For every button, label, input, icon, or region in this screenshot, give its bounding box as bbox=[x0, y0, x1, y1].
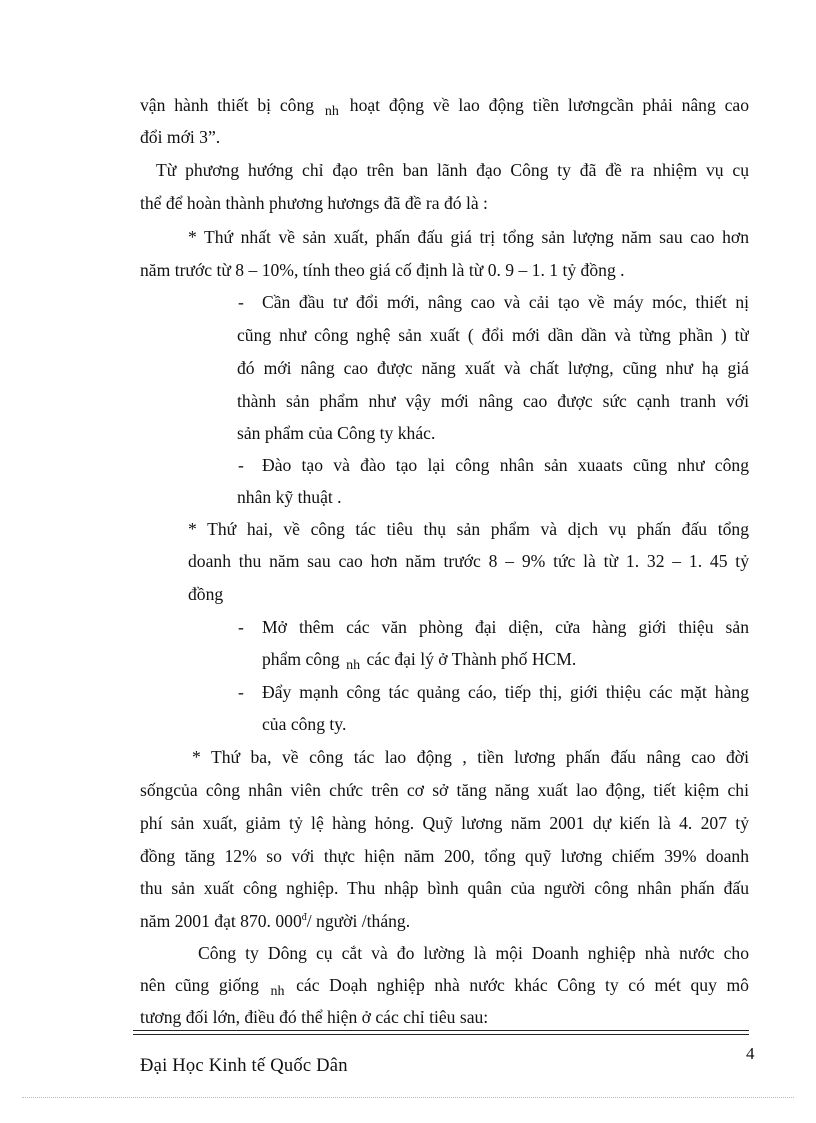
text-line-16: đồng bbox=[188, 584, 224, 604]
text-line-4: thể để hoàn thành phương hươngs đã đề ra đó là : bbox=[140, 193, 488, 213]
text-line-10: thành sản phẩm như vậy mới nâng cao được sức cạnh tranh với bbox=[237, 391, 749, 411]
text-line-1 bbox=[140, 94, 749, 119]
text-segment: phẩm công bbox=[262, 649, 340, 669]
text-segment: hoạt động về lao động tiền lươngcần phải nâng cao bbox=[349, 95, 749, 115]
text-segment: các Doạh nghiệp nhà nước khác Công ty có mét quy mô bbox=[296, 975, 749, 995]
subscript-nh: nh bbox=[270, 984, 285, 999]
page-number: 4 bbox=[746, 1044, 755, 1063]
text-line-21: * Thứ ba, về công tác lao động , tiền lương phấn đấu nâng cao đời bbox=[192, 747, 749, 767]
text-line-11: sản phẩm của Công ty khác. bbox=[237, 423, 436, 443]
text-line-29: tương đối lớn, điều đó thể hiện ở các chỉ tiêu sau: bbox=[140, 1007, 489, 1027]
text-line-8: cũng như công nghệ sản xuất ( đổi mới dần dần và từng phần ) từ bbox=[237, 325, 749, 345]
text-line-2: đổi mới 3”. bbox=[140, 127, 221, 147]
text-line-25: thu sản xuất công nghiệp. Thu nhập bình quân của người công nhân phấn đấu bbox=[140, 878, 749, 898]
text-segment: các đại lý ở Thành phố HCM. bbox=[366, 649, 577, 669]
subscript-nh: nh bbox=[346, 658, 361, 673]
text-line-23: phí sản xuất, giảm tỷ lệ hàng hỏng. Quỹ lương năm 2001 dự kiến là 4. 207 tỷ bbox=[140, 813, 749, 833]
text-line-15: doanh thu năm sau cao hơn năm trước 8 – 9% tức là từ 1. 32 – 1. 45 tỷ bbox=[188, 551, 749, 571]
text-line-24: đồng tăng 12% so với thực hiện năm 200, tổng quỹ lương chiếm 39% doanh bbox=[140, 846, 749, 866]
text-line-22: sốngcủa công nhân viên chức trên cơ sở tăng năng xuất lao động, tiết kiệm chi bbox=[140, 780, 749, 800]
footer-rule-bottom bbox=[133, 1034, 749, 1035]
bullet-dash: - bbox=[238, 682, 244, 702]
text-segment: / người /tháng. bbox=[306, 911, 411, 931]
text-segment: vận hành thiết bị công bbox=[140, 95, 315, 115]
superscript-dong: đ bbox=[301, 912, 307, 923]
text-line-7: Cần đầu tư đổi mới, nâng cao và cải tạo về máy móc, thiết nị bbox=[262, 292, 749, 312]
footer-rule-top bbox=[133, 1030, 749, 1031]
text-line-18 bbox=[262, 648, 749, 673]
text-line-5: * Thứ nhất về sản xuất, phấn đấu giá trị tổng sản lượng năm sau cao hơn bbox=[188, 227, 749, 247]
bullet-dash: - bbox=[238, 455, 244, 475]
text-line-20: của công ty. bbox=[262, 714, 347, 734]
text-segment: nên cũng giống bbox=[140, 975, 259, 995]
text-line-3: Từ phương hướng chỉ đạo trên ban lãnh đạo Công ty đã đề ra nhiệm vụ cụ bbox=[156, 160, 749, 180]
text-line-17: Mở thêm các văn phòng đại diện, cửa hàng giới thiệu sản bbox=[262, 617, 749, 637]
text-line-9: đó mới nâng cao được năng xuất và chất lượng, cũng như hạ giá bbox=[237, 358, 749, 378]
subscript-nh: nh bbox=[324, 104, 339, 119]
text-line-14: * Thứ hai, về công tác tiêu thụ sản phẩm và dịch vụ phấn đấu tổng bbox=[188, 519, 749, 539]
text-line-6: năm trước từ 8 – 10%, tính theo giá cố định là từ 0. 9 – 1. 1 tỷ đồng . bbox=[140, 260, 625, 280]
text-line-27: Công ty Dông cụ cắt và đo lường là mội Doanh nghiệp nhà nước cho bbox=[198, 943, 749, 963]
footer-text: Đại Học Kinh tế Quốc Dân bbox=[140, 1055, 348, 1076]
page-boundary-dotted-line bbox=[22, 1097, 794, 1098]
text-segment: năm 2001 đạt 870. 000 bbox=[140, 911, 302, 931]
text-line-19: Đẩy mạnh công tác quảng cáo, tiếp thị, giới thiệu các mặt hàng bbox=[262, 682, 749, 702]
bullet-dash: - bbox=[238, 617, 244, 637]
bullet-dash: - bbox=[238, 292, 244, 312]
text-line-13: nhân kỹ thuật . bbox=[237, 487, 342, 507]
text-line-26 bbox=[140, 910, 749, 936]
text-line-12: Đào tạo và đào tạo lại công nhân sản xuaats cũng như công bbox=[262, 455, 749, 475]
text-line-28 bbox=[140, 974, 749, 999]
